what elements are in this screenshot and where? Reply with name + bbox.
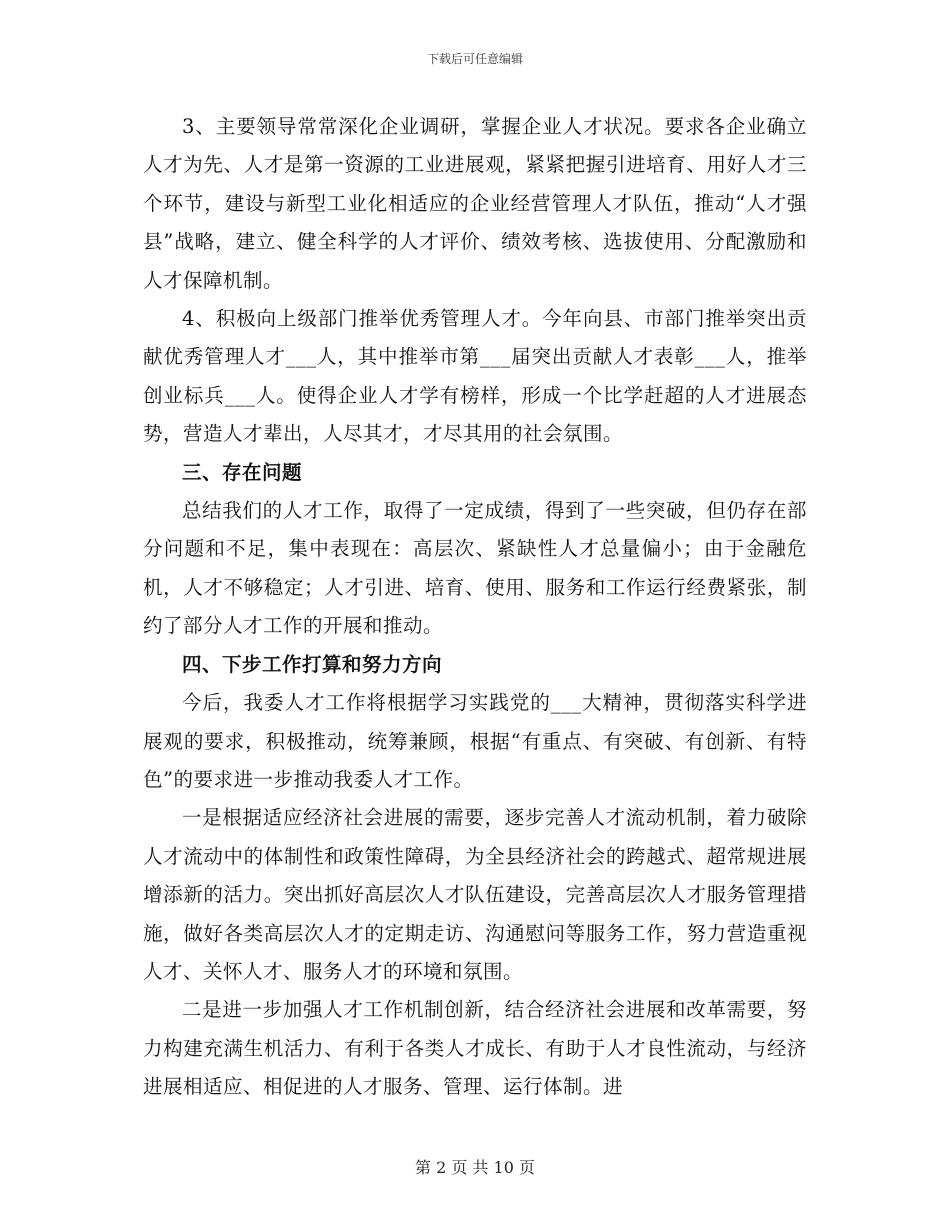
paragraph-point-two: 二是进一步加强人才工作机制创新，结合经济社会进展和改革需要，努力构建充满生机活力、有利于各类人才成长、有助于人才良性流动，与经济进展相适应、相促进的人才服务、管理、运行体制。进 xyxy=(143,998,807,1099)
paragraph-future-plan: 今后，我委人才工作将根据学习实践党的___大精神，贯彻落实科学进展观的要求，积极推动，统筹兼顾，根据“有重点、有突破、有创新、有特色”的要求进一步推动我委人才工作。 xyxy=(143,691,807,791)
document-body xyxy=(143,108,807,1107)
page-header: 下载后可任意编辑 xyxy=(426,52,523,66)
paragraph-enterprise-research: 3、主要领导常常深化企业调研，掌握企业人才状况。要求各企业确立人才为先、人才是第一资源的工业进展观，紧紧把握引进培育、用好人才三个环节，建设与新型工业化相适应的企业经营管理人才队伍，推动“人才强县”战略，建立、健全科学的人才评价、绩效考核、选拔使用、分配激励和人才保障机制。 xyxy=(143,115,807,292)
paragraph-talent-recommendation: 4、积极向上级部门推举优秀管理人才。今年向县、市部门推举突出贡献优秀管理人才___人，其中推举市第___届突出贡献人才表彰___人，推举创业标兵___人。使得企业人才学有榜样，形成一个比学赶超的人才进展态势，营造人才辈出，人尽其才，才尽其用的社会氛围。 xyxy=(143,307,807,446)
paragraph-point-one: 一是根据适应经济社会进展的需要，逐步完善人才流动机制，着力破除人才流动中的体制性和政策性障碍，为全县经济社会的跨越式、超常规进展增添新的活力。突出抓好高层次人才队伍建设，完善高层次人才服务管理措施，做好各类高层次人才的定期走访、沟通慰问等服务工作，努力营造重视人才、关怀人才、服务人才的环境和氛围。 xyxy=(143,806,807,983)
section-heading-problems: 三、存在问题 xyxy=(182,460,303,484)
section-heading-next-steps: 四、下步工作打算和努力方向 xyxy=(182,652,443,676)
paragraph-problems: 总结我们的人才工作，取得了一定成绩，得到了一些突破，但仍存在部分问题和不足，集中表现在：高层次、紧缺性人才总量偏小；由于金融危机，人才不够稳定；人才引进、培育、使用、服务和工作运行经费紧张，制约了部分人才工作的开展和推动。 xyxy=(143,499,807,638)
page-number-footer: 第 2 页 共 10 页 xyxy=(415,1158,535,1177)
